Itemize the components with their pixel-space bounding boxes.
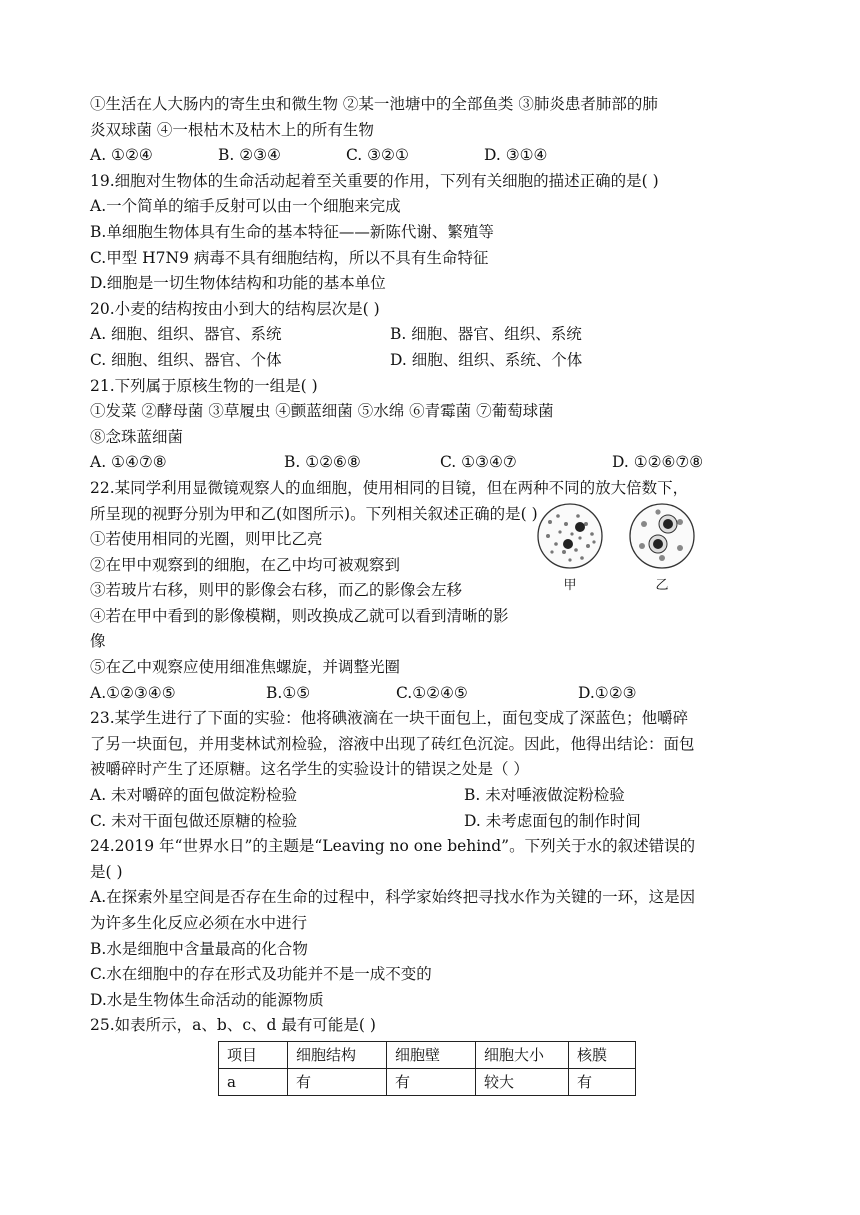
table-header-cell: 细胞结构 [288, 1041, 387, 1068]
table-header-row [219, 1041, 636, 1068]
table-header-cell: 核膜 [569, 1041, 636, 1068]
q19-option-c: C.甲型 H7N9 病毒不具有细胞结构，所以不具有生命特征 [90, 248, 489, 267]
q18-option-b: B. ②③④ [218, 146, 281, 165]
q24-option-a-line2: 为许多生化反应必须在水中进行 [90, 914, 308, 932]
q22-statement-5: ⑤在乙中观察应使用细准焦螺旋，并调整光圈 [90, 658, 401, 677]
q21-option-b: B. ①②⑥⑧ [284, 453, 361, 472]
q22-statement-3: ③若玻片右移，则甲的影像会右移，而乙的影像会左移 [90, 581, 463, 600]
fig-label-yi: 乙 [655, 578, 669, 594]
q24-option-d: D.水是生物体生命活动的能源物质 [90, 990, 324, 1009]
q21-items-line2: ⑧念珠蓝细菌 [90, 427, 184, 446]
field-of-view-yi [628, 502, 696, 593]
q23-stem-line2: 了另一块面包，并用斐林试剂检验，溶液中出现了砖红色沉淀。因此，他得出结论：面包 [90, 734, 695, 753]
q20-option-c: C. 细胞、组织、器官、个体 [90, 350, 282, 369]
q23-option-d: D. 未考虑面包的制作时间 [464, 811, 641, 830]
q24-option-c: C.水在细胞中的存在形式及功能并不是一成不变的 [90, 965, 432, 984]
q20-option-a: A. 细胞、组织、器官、系统 [90, 325, 282, 344]
table-header-cell: 项目 [219, 1041, 288, 1068]
table-cell: 有 [288, 1068, 387, 1095]
q21-options [90, 450, 780, 476]
q22-statement-4: ④若在甲中看到的影像模糊，则改换成乙就可以看到清晰的影像 [90, 606, 509, 651]
q23-options-row1 [90, 783, 780, 809]
field-jia-image [536, 502, 604, 570]
table-cell: a [219, 1068, 288, 1095]
q22-option-a: A.①②③④⑤ [90, 683, 176, 702]
q22-option-b: B.①⑤ [266, 683, 311, 702]
q22-body [90, 527, 780, 681]
q20-options-row1 [90, 322, 780, 348]
q23-stem-line3: 被嚼碎时产生了还原糖。这名学生的实验设计的错误之处是（ ） [90, 760, 529, 779]
q18-option-a: A. ①②④ [90, 146, 153, 165]
field-yi-image [628, 502, 696, 570]
q22-statement-1: ①若使用相同的光圈，则甲比乙亮 [90, 530, 323, 549]
q19-option-b: B.单细胞生物体具有生命的基本特征——新陈代谢、繁殖等 [90, 222, 494, 241]
q23-option-b: B. 未对唾液做淀粉检验 [464, 786, 625, 805]
q22-option-d: D.①②③ [578, 683, 637, 702]
q25-table [218, 1041, 636, 1096]
q21-option-c: C. ①③④⑦ [440, 453, 517, 472]
table-cell: 有 [569, 1068, 636, 1095]
table-row [219, 1068, 636, 1095]
field-of-view-jia [536, 502, 604, 593]
q23-option-a: A. 未对嚼碎的面包做淀粉检验 [90, 786, 298, 805]
q24-option-b: B.水是细胞中含量最高的化合物 [90, 939, 308, 958]
q19-option-d: D.细胞是一切生物体结构和功能的基本单位 [90, 274, 386, 293]
table-header-cell: 细胞壁 [387, 1041, 476, 1068]
q22-statement-2: ②在甲中观察到的细胞，在乙中均可被观察到 [90, 555, 401, 574]
q23-option-c: C. 未对干面包做还原糖的检验 [90, 811, 298, 830]
q18-items-line2: 炎双球菌 ④一根枯木及枯木上的所有生物 [90, 120, 374, 139]
q22-options [90, 681, 780, 707]
q22-option-c: C.①②④⑤ [396, 683, 468, 702]
q22-stem-line2: 所呈现的视野分别为甲和乙(如图所示)。下列相关叙述正确的是( ) [90, 504, 538, 523]
q24-stem-line2: 是( ) [90, 862, 123, 881]
q18-option-c: C. ③②① [346, 146, 409, 165]
q18-options [90, 143, 780, 169]
q25-stem: 25.如表所示，a、b、c、d 最有可能是( ) [90, 1016, 376, 1035]
q21-items-line1: ①发菜 ②酵母菌 ③草履虫 ④颤蓝细菌 ⑤水绵 ⑥青霉菌 ⑦葡萄球菌 [90, 402, 554, 421]
fig-label-jia: 甲 [563, 578, 577, 594]
q23-options-row2 [90, 809, 780, 835]
q19-option-a: A.一个简单的缩手反射可以由一个细胞来完成 [90, 197, 401, 216]
table-cell: 较大 [476, 1068, 569, 1095]
table-header-cell: 细胞大小 [476, 1041, 569, 1068]
table-cell: 有 [387, 1068, 476, 1095]
q23-stem-line1: 23.某学生进行了下面的实验：他将碘液滴在一块干面包上，面包变成了深蓝色；他嚼碎 [90, 709, 689, 728]
q21-stem: 21.下列属于原核生物的一组是( ) [90, 376, 318, 395]
q22-stem-line1: 22.某同学利用显微镜观察人的血细胞，使用相同的目镜，但在两种不同的放大倍数下， [90, 478, 689, 497]
q20-option-b: B. 细胞、器官、组织、系统 [390, 325, 582, 344]
q18-option-d: D. ③①④ [484, 146, 548, 165]
q20-options-row2 [90, 348, 780, 374]
q20-option-d: D. 细胞、组织、系统、个体 [390, 350, 583, 369]
q21-option-d: D. ①②⑥⑦⑧ [612, 453, 704, 472]
q18-items-line1: ①生活在人大肠内的寄生虫和微生物 ②某一池塘中的全部鱼类 ③肺炎患者肺部的肺 [90, 95, 658, 113]
q20-stem: 20.小麦的结构按由小到大的结构层次是( ) [90, 299, 380, 318]
q19-stem: 19.细胞对生物体的生命活动起着至关重要的作用，下列有关细胞的描述正确的是( ) [90, 171, 659, 190]
q21-option-a: A. ①④⑦⑧ [90, 453, 167, 472]
q24-stem-line1: 24.2019 年“世界水日”的主题是“Leaving no one behind”。下列关于水的叙述错误的 [90, 837, 696, 856]
q24-option-a-line1: A.在探索外星空间是否存在生命的过程中，科学家始终把寻找水作为关键的一环，这是因 [90, 888, 696, 907]
microscope-figure [536, 502, 696, 612]
exam-page [90, 92, 780, 1096]
